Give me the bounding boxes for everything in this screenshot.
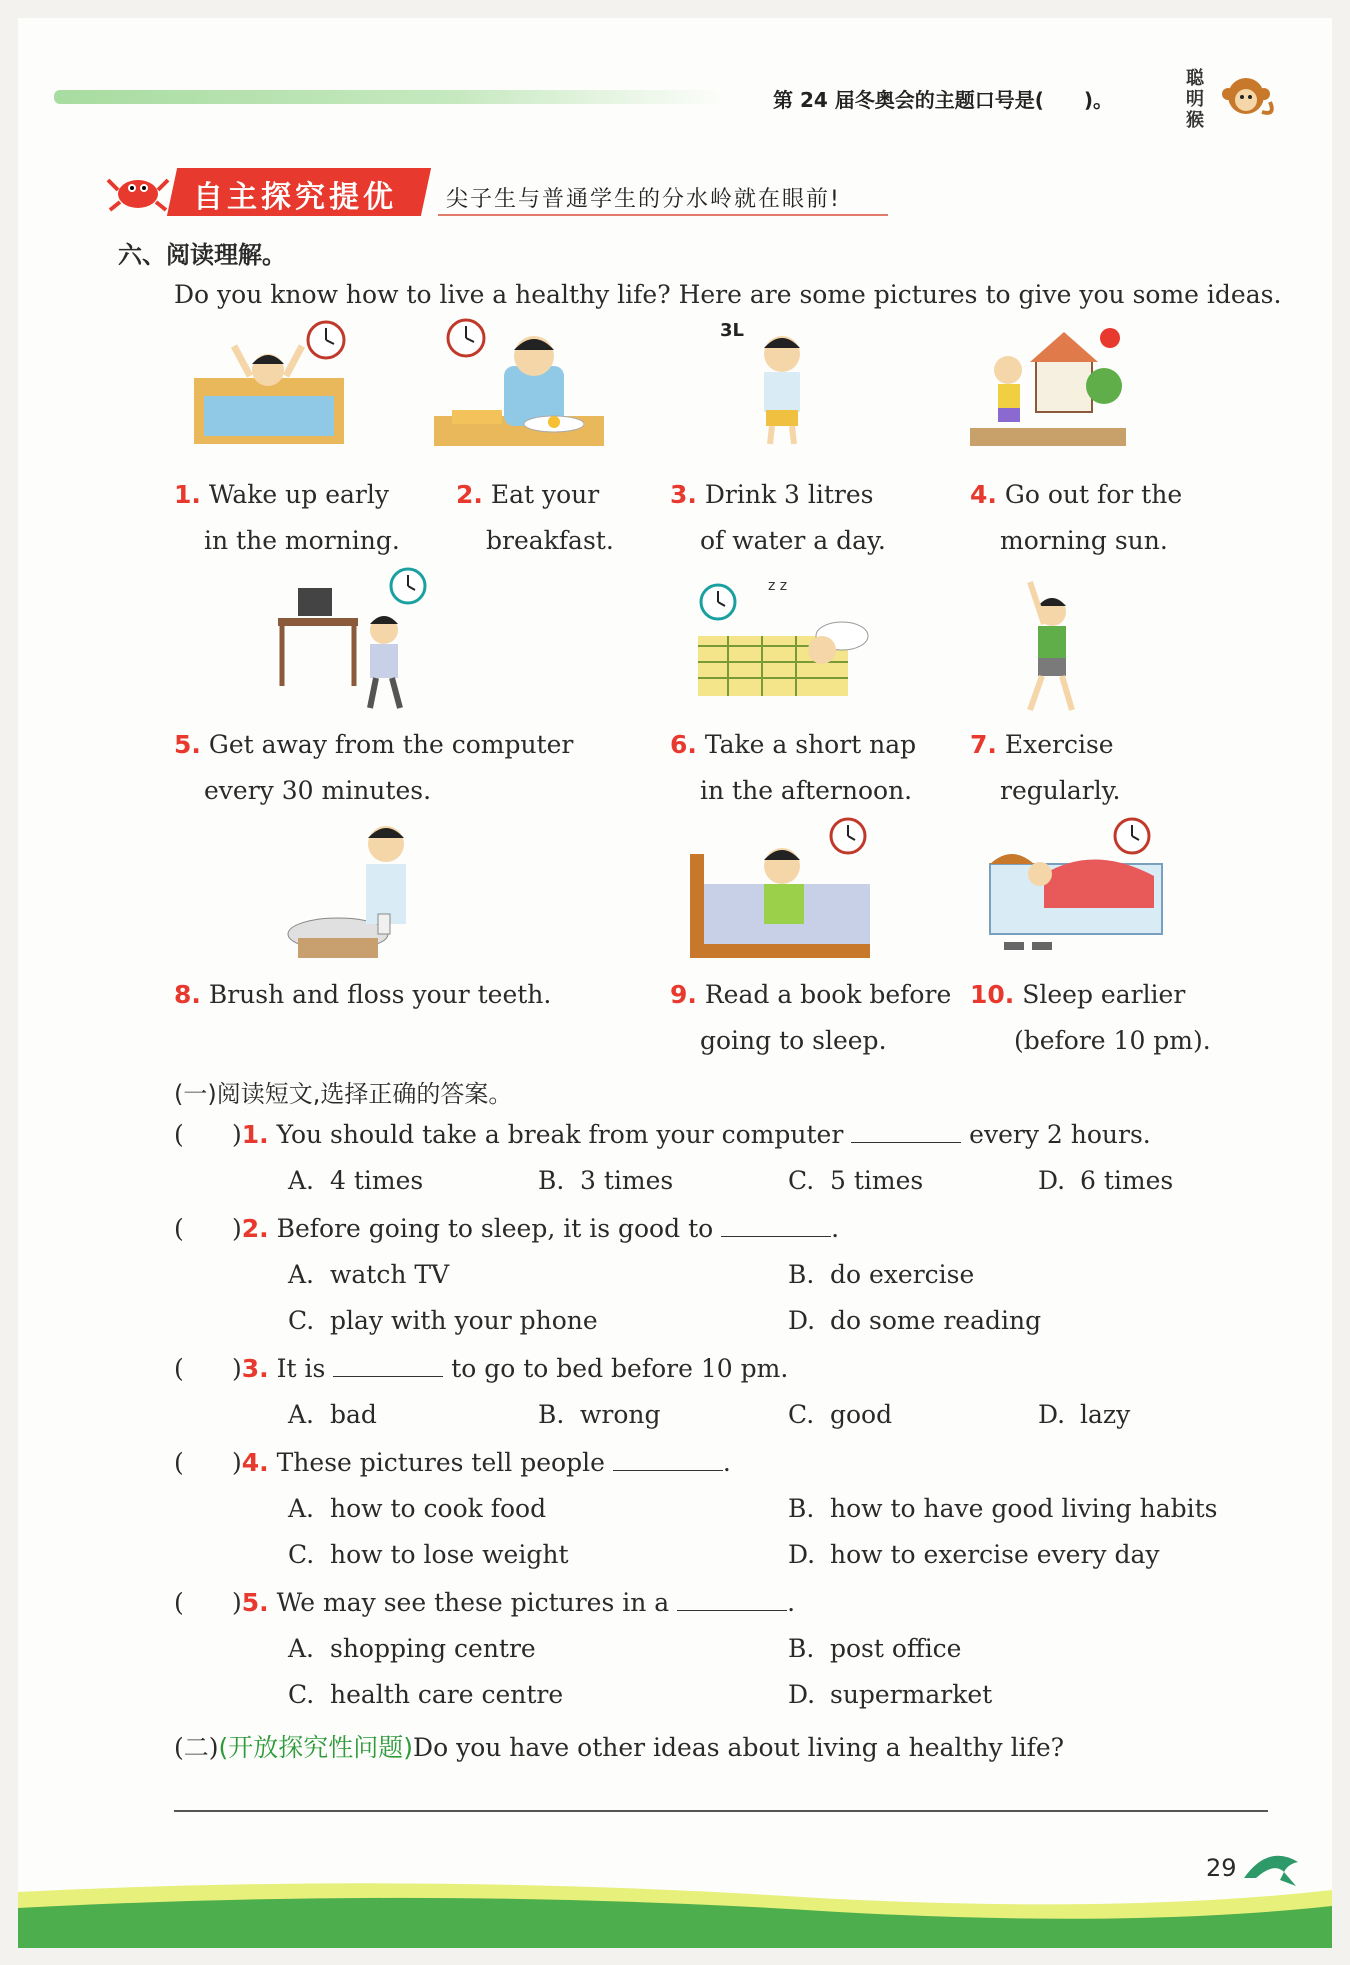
svg-text:z z: z z: [768, 578, 788, 594]
habit-10-caption: 10. Sleep earlier (before 10 pm).: [970, 980, 1211, 1055]
drink-water-picture: [718, 310, 838, 450]
q1-option-d[interactable]: D. 6 times: [1038, 1166, 1174, 1195]
question-2: ( )2. Before going to sleep, it is good to .: [174, 1214, 840, 1243]
q1-option-c[interactable]: C. 5 times: [788, 1166, 924, 1195]
page-number: 29: [1206, 1854, 1237, 1882]
monkey-logo-icon: [1218, 66, 1278, 126]
read-book-picture: [686, 814, 876, 964]
answer-blank[interactable]: [721, 1214, 831, 1237]
question-1: ( )1. You should take a break from your computer every 2 hours.: [174, 1120, 1151, 1149]
question-5: ( )5. We may see these pictures in a .: [174, 1588, 796, 1617]
computer-picture: [276, 566, 436, 716]
header-strip: [54, 90, 724, 104]
footer-wave: [18, 1868, 1332, 1948]
q5-option-c[interactable]: C. health care centre: [288, 1680, 564, 1709]
habit-2-caption: 2. Eat your breakfast.: [456, 480, 614, 555]
answer-blank[interactable]: [851, 1120, 961, 1143]
answer-line[interactable]: [174, 1810, 1268, 1812]
habit-3-caption: 3. Drink 3 litres of water a day.: [670, 480, 886, 555]
brush-teeth-picture: [278, 814, 428, 964]
intro-text: Do you know how to live a healthy life? Here are some pictures to give you some ideas.: [174, 280, 1282, 309]
q5-option-a[interactable]: A. shopping centre: [288, 1634, 536, 1663]
q2-option-c[interactable]: C. play with your phone: [288, 1306, 598, 1335]
section-title: 六、阅读理解。: [118, 241, 286, 269]
part-1-title: (一)阅读短文,选择正确的答案。: [174, 1080, 513, 1108]
habit-7-caption: 7. Exercise regularly.: [970, 730, 1121, 805]
habit-8-caption: 8. Brush and floss your teeth.: [174, 980, 552, 1009]
exercise-picture: [1008, 574, 1088, 714]
workbook-page: [18, 18, 1332, 1948]
breakfast-picture: [434, 316, 610, 448]
habit-9-caption: 9. Read a book before going to sleep.: [670, 980, 952, 1055]
habit-6-caption: 6. Take a short nap in the afternoon.: [670, 730, 917, 805]
q1-option-a[interactable]: A. 4 times: [288, 1166, 424, 1195]
q5-option-d[interactable]: D. supermarket: [788, 1680, 993, 1709]
q3-option-c[interactable]: C. good: [788, 1400, 893, 1429]
q2-option-d[interactable]: D. do some reading: [788, 1306, 1042, 1335]
brand-label: 聪明猴: [1186, 68, 1204, 131]
q3-option-d[interactable]: D. lazy: [1038, 1400, 1131, 1429]
habit-1-caption: 1. Wake up early in the morning.: [174, 480, 400, 555]
q4-option-d[interactable]: D. how to exercise every day: [788, 1540, 1160, 1569]
bottle-label: 3L: [720, 320, 744, 341]
q3-option-a[interactable]: A. bad: [288, 1400, 377, 1429]
q2-option-b[interactable]: B. do exercise: [788, 1260, 975, 1289]
section-slogan: 尖子生与普通学生的分水岭就在眼前!: [446, 187, 841, 212]
q3-option-b[interactable]: B. wrong: [538, 1400, 661, 1429]
question-3: ( )3. It is to go to bed before 10 pm.: [174, 1354, 789, 1383]
q4-option-a[interactable]: A. how to cook food: [288, 1494, 547, 1523]
answer-blank[interactable]: [333, 1354, 443, 1377]
q2-option-a[interactable]: A. watch TV: [288, 1260, 450, 1289]
nap-picture: [682, 566, 882, 716]
wake-up-picture: [194, 316, 354, 446]
habit-5-caption: 5. Get away from the computer every 30 minutes.: [174, 730, 574, 805]
q4-option-b[interactable]: B. how to have good living habits: [788, 1494, 1218, 1523]
q4-option-c[interactable]: C. how to lose weight: [288, 1540, 569, 1569]
part-2-question: (二)(开放探究性问题)Do you have other ideas about living a healthy life?: [174, 1733, 1065, 1762]
answer-blank[interactable]: [677, 1588, 787, 1611]
habit-4-caption: 4. Go out for the morning sun.: [970, 480, 1183, 555]
header-question: 第 24 届冬奥会的主题口号是( )。: [773, 88, 1114, 112]
q5-option-b[interactable]: B. post office: [788, 1634, 962, 1663]
sleep-early-picture: [984, 814, 1174, 964]
slogan-underline: [438, 214, 888, 216]
question-4: ( )4. These pictures tell people .: [174, 1448, 731, 1477]
answer-blank[interactable]: [613, 1448, 723, 1471]
q1-option-b[interactable]: B. 3 times: [538, 1166, 674, 1195]
crab-icon: [104, 158, 174, 222]
section-banner: 自主探究提优: [193, 180, 397, 215]
morning-sun-picture: [970, 316, 1130, 446]
